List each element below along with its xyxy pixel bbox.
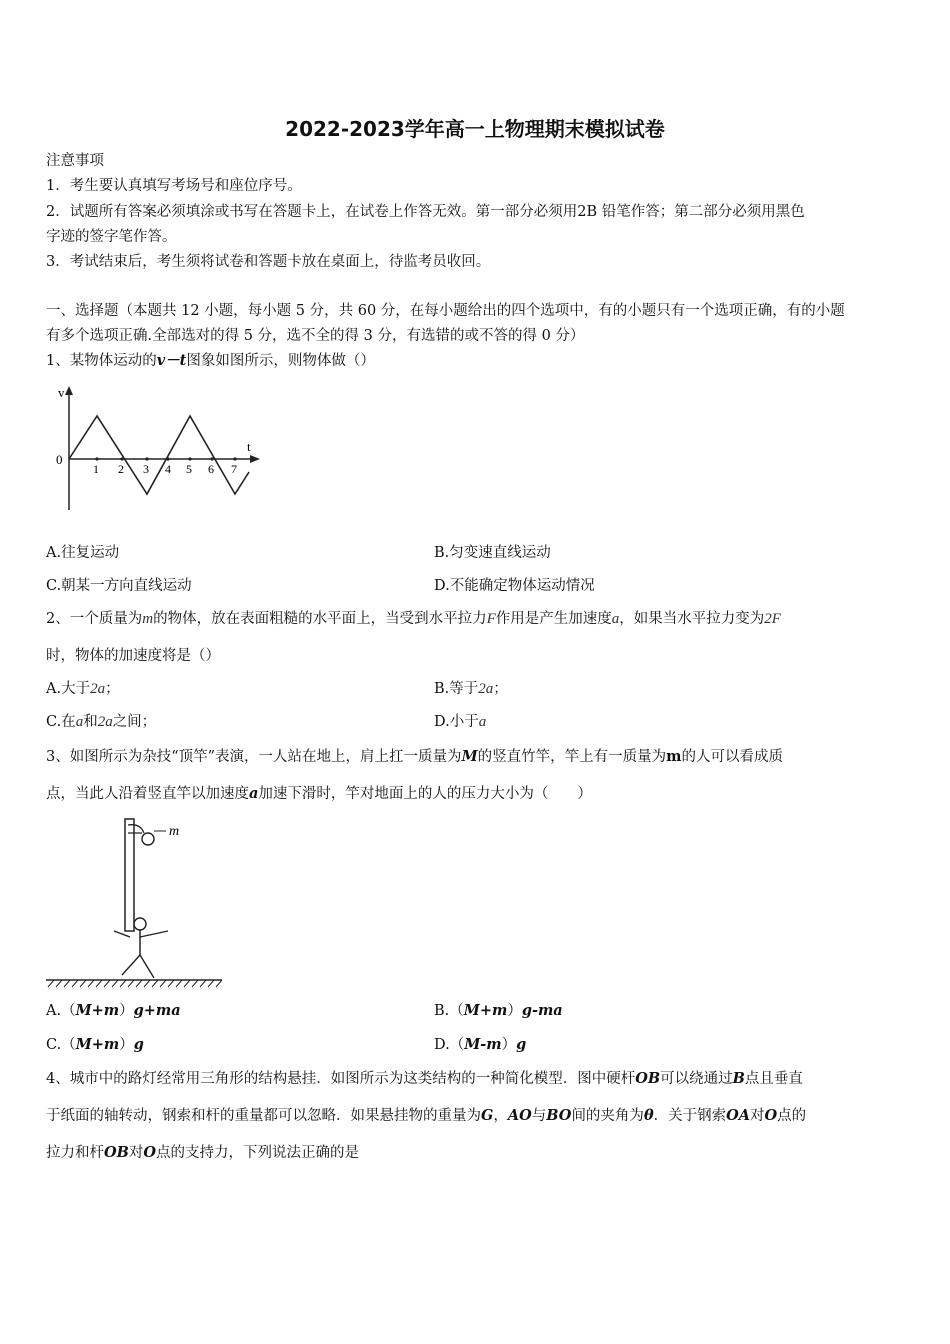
q2-d-math: a xyxy=(478,714,487,730)
tick-5-dot xyxy=(188,457,191,460)
question-4-stem-line-2 xyxy=(46,1106,908,1126)
question-3-option-a xyxy=(46,1001,181,1021)
tick-1-dot xyxy=(95,457,98,460)
q2-F-symbol: F xyxy=(486,611,496,627)
q4-text-5: ， xyxy=(493,1108,508,1124)
t-axis-arrow xyxy=(250,455,260,463)
question-3-option-d xyxy=(434,1035,526,1055)
q4-B-symbol: B xyxy=(732,1070,745,1087)
question-1-option-a: A.往复运动 xyxy=(46,545,120,561)
q3-c-tail: g xyxy=(133,1036,144,1053)
q3-d-expr: M-m xyxy=(464,1036,502,1053)
q4-text-12: 对 xyxy=(128,1145,144,1161)
q3-d-tail: g xyxy=(516,1036,527,1053)
q2-m-symbol: m xyxy=(142,611,154,627)
q4-OB-symbol-2: OB xyxy=(104,1144,129,1161)
q3-d-post: ） xyxy=(501,1037,517,1053)
v-label: v xyxy=(58,385,65,400)
notice-item-2-cont: 字迹的签字笔作答。 xyxy=(46,229,177,245)
tick-2-dot xyxy=(120,457,123,460)
q2-text-1: 2、一个质量为 xyxy=(46,611,143,627)
page-title: 2022-2023学年高一上物理期末模拟试卷 xyxy=(285,117,665,141)
q3-c-expr: M+m xyxy=(75,1036,120,1053)
q2-c-pre: C.在 xyxy=(46,714,76,730)
climber-arms xyxy=(128,825,144,833)
question-1-text-b: 图象如图所示，则物体做（） xyxy=(186,353,375,369)
v-axis-arrow xyxy=(65,386,73,395)
question-4-stem-line-3 xyxy=(46,1143,908,1163)
notice-item-3: 3．考试结束后，考生须将试卷和答题卡放在桌面上，待监考员收回。 xyxy=(46,254,491,270)
vt-graph xyxy=(46,380,276,520)
tick-4-dot xyxy=(166,457,169,460)
tick-6-dot xyxy=(210,457,213,460)
section-instructions-line-2: 有多个选项正确.全部选对的得 5 分，选不全的得 3 分，有选错的或不答的得 0 分） xyxy=(46,328,585,344)
question-2-stem xyxy=(46,609,908,629)
tick-label-1: 1 xyxy=(93,462,99,476)
question-3-option-c xyxy=(46,1035,144,1055)
q3-a-post: ） xyxy=(119,1003,134,1019)
q2-a-post: ； xyxy=(105,681,120,697)
q3-c-post: ） xyxy=(119,1037,134,1053)
q2-2F-symbol: 2F xyxy=(764,611,781,627)
climber-mass-label: m xyxy=(169,824,180,839)
question-3-stem xyxy=(46,747,908,767)
q3-a-pre: A.（ xyxy=(46,1003,76,1019)
tick-label-4: 4 xyxy=(165,462,171,476)
question-1-stem xyxy=(46,351,908,371)
q4-text-4: 于纸面的轴转动，钢索和杆的重量都可以忽略．如果悬挂物的重量为 xyxy=(46,1108,481,1124)
question-1-option-c: C.朝某一方向直线运动 xyxy=(46,578,192,594)
q3-b-pre: B.（ xyxy=(434,1003,464,1019)
q2-b-math: 2a xyxy=(478,681,494,697)
q4-text-13: 点的支持力，下列说法正确的是 xyxy=(156,1145,360,1161)
tick-label-3: 3 xyxy=(143,462,149,476)
base-person-legs xyxy=(122,955,154,978)
q4-text-11: 拉力和杆 xyxy=(46,1145,104,1161)
q4-text-9: 对 xyxy=(750,1108,765,1124)
q4-text-8: ．关于钢索 xyxy=(653,1108,727,1124)
tick-label-7: 7 xyxy=(231,462,237,476)
q4-AO-symbol: AO xyxy=(507,1107,532,1124)
question-3-option-b xyxy=(434,1001,563,1021)
tick-label-5: 5 xyxy=(186,462,192,476)
t-label: t xyxy=(247,439,251,454)
q4-text-10: 点的 xyxy=(777,1108,807,1124)
q3-d-pre: D.（ xyxy=(434,1037,465,1053)
question-2-option-d xyxy=(434,712,486,732)
q3-m-symbol: m xyxy=(666,748,682,765)
q3-a-symbol: a xyxy=(249,785,259,802)
vt-curve xyxy=(69,416,249,494)
q2-c-mid: 和 xyxy=(83,714,98,730)
q4-text-3: 点且垂直 xyxy=(744,1071,803,1087)
q4-OB-symbol: OB xyxy=(635,1070,661,1087)
notice-item-1: 1．考生要认真填写考场号和座位序号。 xyxy=(46,178,302,194)
q3-text-3: 的人可以看成质 xyxy=(681,749,783,765)
q2-a-pre: A.大于 xyxy=(46,681,91,697)
q4-O-symbol: O xyxy=(764,1107,778,1124)
q3-text-1: 3、如图所示为杂技“顶竿”表演，一人站在地上，肩上扛一质量为 xyxy=(46,749,462,765)
q3-b-post: ） xyxy=(507,1003,522,1019)
notice-heading: 注意事项 xyxy=(46,153,104,169)
tick-label-6: 6 xyxy=(208,462,214,476)
tick-label-2: 2 xyxy=(118,462,124,476)
question-3-stem-cont xyxy=(46,784,908,804)
question-2-option-c xyxy=(46,712,156,732)
question-1-text-a: 1、某物体运动的 xyxy=(46,353,157,369)
base-person-head xyxy=(134,918,146,930)
question-2-option-b xyxy=(434,679,508,699)
q4-text-1: 4、城市中的路灯经常用三角形的结构悬挂．如图所示为这类结构的一种简化模型．图中硬杆 xyxy=(46,1071,636,1087)
q2-a-symbol: a xyxy=(611,611,620,627)
base-person-arms xyxy=(114,931,168,937)
q3-a-expr: M+m xyxy=(75,1002,120,1019)
q4-text-2: 可以绕通过 xyxy=(660,1071,733,1087)
q2-c-math-2: 2a xyxy=(97,714,113,730)
q2-text-2: 的物体，放在表面粗糙的水平面上，当受到水平拉力 xyxy=(153,611,487,627)
q4-OA-symbol: OA xyxy=(726,1107,750,1124)
q2-text-3: 作用是产生加速度 xyxy=(495,611,612,627)
tick-3-dot xyxy=(145,457,148,460)
question-2-stem-cont: 时，物体的加速度将是（） xyxy=(46,648,220,664)
ground-hatching xyxy=(48,980,222,987)
q4-BO-symbol: BO xyxy=(546,1107,572,1124)
question-4-stem xyxy=(46,1069,908,1089)
q2-text-4: ，如果当水平拉力变为 xyxy=(619,611,765,627)
q2-b-pre: B.等于 xyxy=(434,681,479,697)
q4-G-symbol: G xyxy=(481,1107,494,1124)
tick-7-dot xyxy=(233,457,236,460)
q2-b-post: ； xyxy=(493,681,508,697)
q2-a-math: 2a xyxy=(90,681,106,697)
q4-text-6: 与 xyxy=(531,1108,547,1124)
q3-text-4: 点，当此人沿着竖直竿以加速度 xyxy=(46,786,249,802)
q3-c-pre: C.（ xyxy=(46,1037,76,1053)
q4-text-7: 间的夹角为 xyxy=(571,1108,644,1124)
section-instructions-line-1: 一、选择题（本题共 12 小题，每小题 5 分，共 60 分，在每小题给出的四个选项中，有的小题只有一个选项正确，有的小题 xyxy=(46,303,845,319)
q4-O-symbol-2: O xyxy=(143,1144,157,1161)
question-2-option-a xyxy=(46,679,120,699)
q2-d-pre: D.小于 xyxy=(434,714,479,730)
notice-item-2: 2．试题所有答案必须填涂或书写在答题卡上，在试卷上作答无效。第一部分必须用2B 铅笔作答；第二部分必须用黑色 xyxy=(46,204,805,220)
q3-b-tail: g-ma xyxy=(521,1002,563,1019)
q2-c-math-1: a xyxy=(75,714,84,730)
climber-head xyxy=(142,833,154,845)
question-1-option-b: B.匀变速直线运动 xyxy=(434,545,551,561)
q3-M-symbol: M xyxy=(461,748,478,765)
origin-label: 0 xyxy=(56,452,63,467)
q4-theta-symbol: θ xyxy=(643,1107,654,1124)
q3-a-tail: g+ma xyxy=(133,1002,181,1019)
q3-text-2: 的竖直竹竿，竿上有一质量为 xyxy=(477,749,667,765)
q3-b-expr: M+m xyxy=(463,1002,508,1019)
bamboo-pole xyxy=(125,819,134,931)
question-1-vt-symbol: v－t xyxy=(156,352,187,369)
pole-act-figure xyxy=(44,813,234,993)
q3-text-5: 加速下滑时，竿对地面上的人的压力大小为（ ） xyxy=(258,786,592,802)
question-1-option-d: D.不能确定物体运动情况 xyxy=(434,578,595,594)
q2-c-post: 之间； xyxy=(112,714,157,730)
